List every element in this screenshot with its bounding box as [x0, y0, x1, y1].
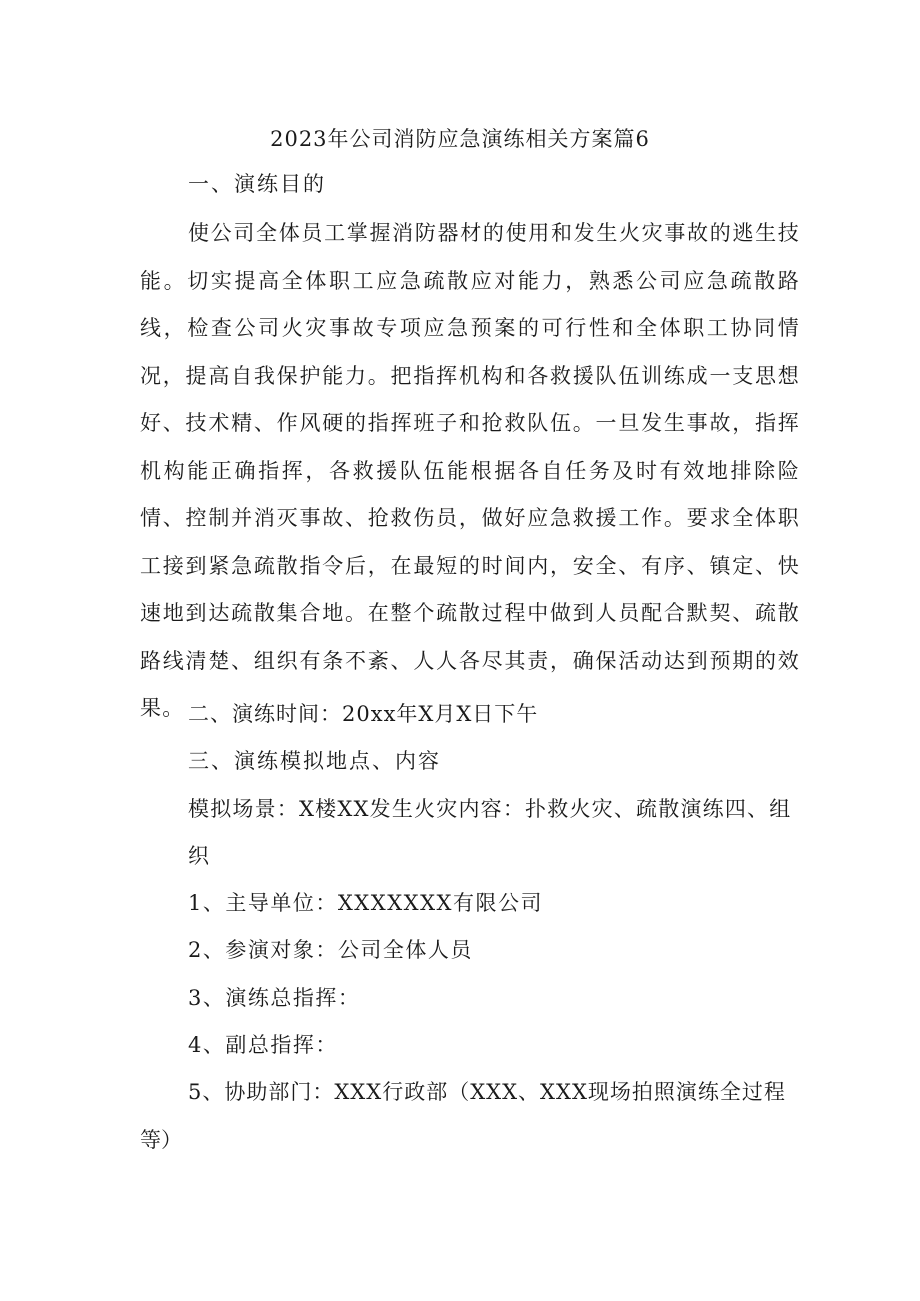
- list-item-2: 2、参演对象：公司全体人员: [188, 938, 473, 962]
- section1-paragraph: 使公司全体员工掌握消防器材的使用和发生火灾事故的逃生技能。切实提高全体职工应急疏散应对能力，熟悉公司应急疏散路线，检查公司火灾事故专项应急预案的可行性和全体职工协同情况，提高自我保护能力。把指挥机构和各救援队伍训练成一支思想好、技术精、作风硬的指挥班子和抢救队伍。一旦发生事故，指挥机构能正确指挥，各救援队伍能根据各自任务及时有效地排除险情、控制并消灭事故、抢救伤员，做好应急救援工作。要求全体职工接到紧急疏散指令后，在最短的时间内，安全、有序、镇定、快速地到达疏散集合地。在整个疏散过程中做到人员配合默契、疏散路线清楚、组织有条不紊、人人各尽其责，确保活动达到预期的效果。: [140, 221, 800, 720]
- section3-scene-line2: 织: [188, 844, 209, 868]
- document-title: 2023年公司消防应急演练相关方案篇6: [270, 127, 650, 151]
- section3-scene-line1: 模拟场景：X楼XX发生火灾内容：扑救火灾、疏散演练四、组: [188, 797, 792, 821]
- section1-heading: 一、演练目的: [188, 172, 326, 196]
- list-item-1: 1、主导单位：XXXXXXX有限公司: [188, 891, 544, 915]
- list-item-5: 5、协助部门：XXX行政部（XXX、XXX现场拍照演练全过程: [188, 1080, 786, 1104]
- list-item-3: 3、演练总指挥：: [188, 986, 361, 1010]
- list-item-4: 4、副总指挥：: [188, 1033, 338, 1057]
- list-item-5-continued: 等）: [140, 1128, 182, 1152]
- section2-time: 二、演练时间：20xx年X月X日下午: [188, 702, 539, 726]
- section3-heading: 三、演练模拟地点、内容: [188, 749, 441, 773]
